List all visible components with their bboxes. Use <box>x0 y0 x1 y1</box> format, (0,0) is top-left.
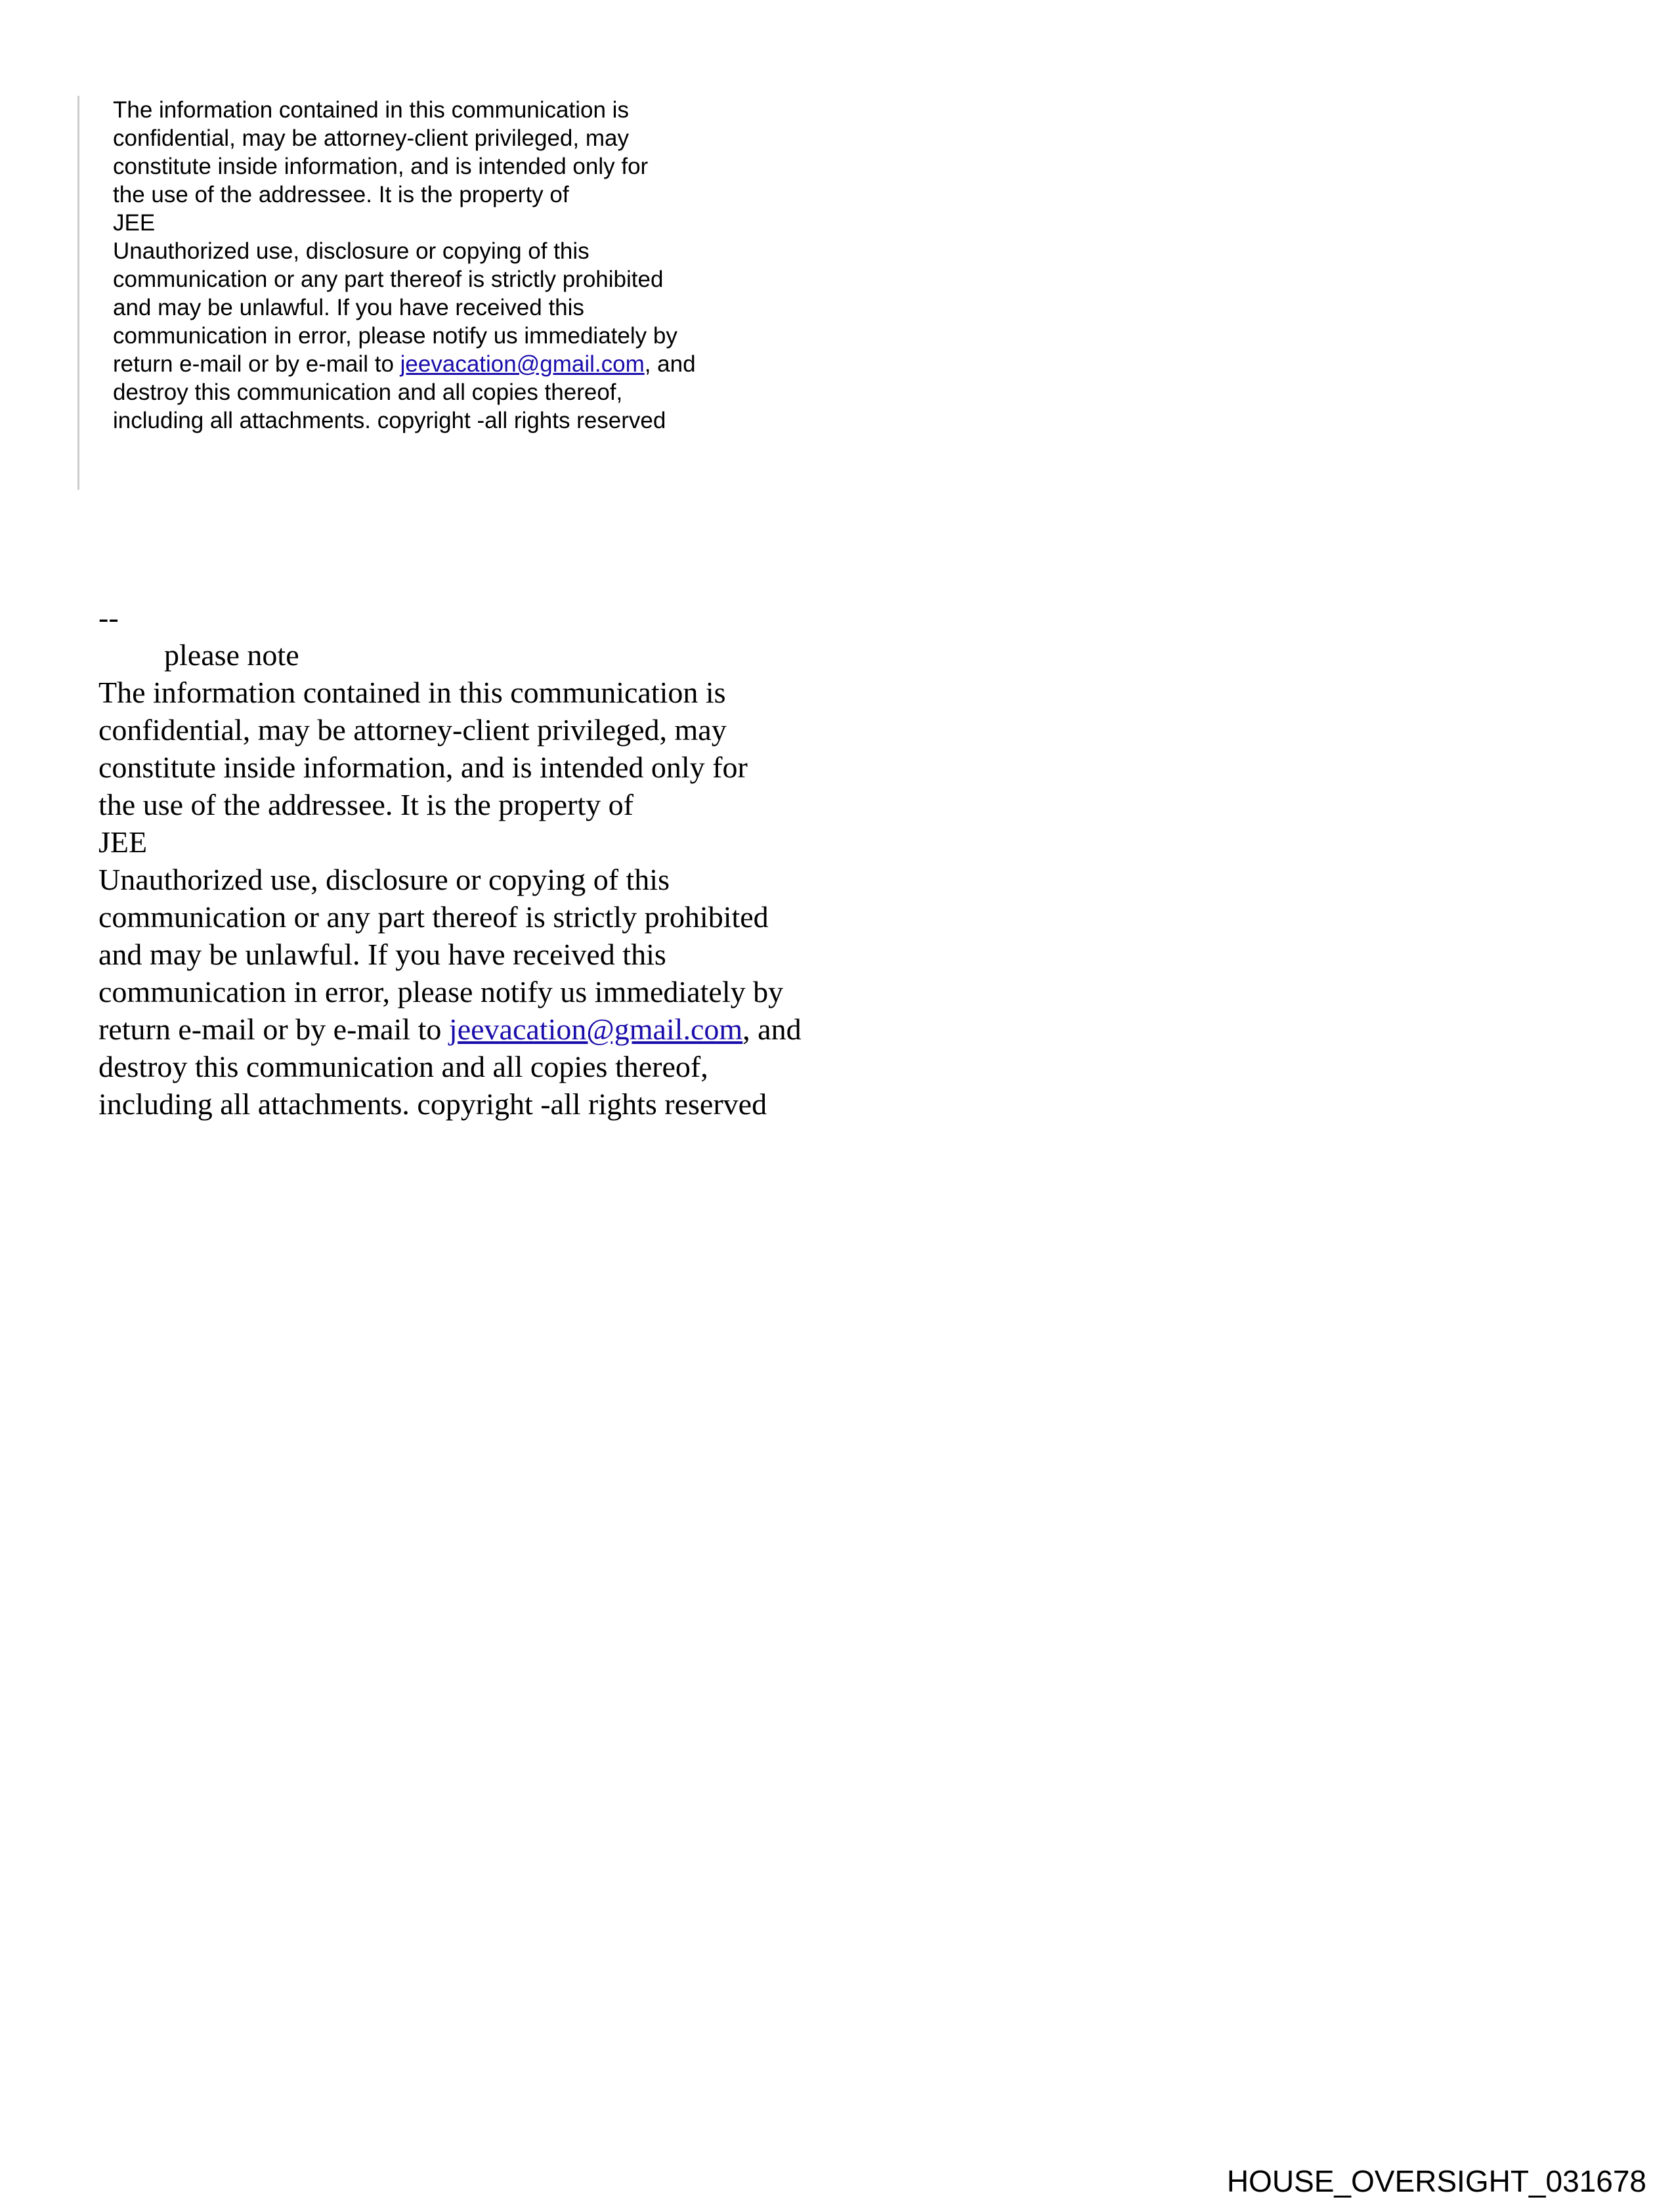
signature-disclaimer-block <box>98 599 802 1123</box>
signature-email-line <box>98 1010 802 1048</box>
signature-line: the use of the addressee. It is the property of <box>98 788 633 821</box>
signature-email-prefix: return e-mail or by e-mail to <box>98 1012 449 1046</box>
signature-line: communication in error, please notify us immediately by <box>98 975 784 1008</box>
quoted-line: confidential, may be attorney-client privileged, may <box>113 125 629 151</box>
signature-line: including all attachments. copyright -all rights reserved <box>98 1087 767 1121</box>
bates-number: HOUSE_OVERSIGHT_031678 <box>1226 2164 1646 2198</box>
signature-line: destroy this communication and all copies thereof, <box>98 1050 708 1083</box>
signature-separator: -- <box>98 601 119 634</box>
quoted-disclaimer-block <box>77 96 933 490</box>
quoted-line: JEE <box>113 210 156 236</box>
signature-line: JEE <box>98 825 148 859</box>
signature-line: and may be unlawful. If you have received this <box>98 938 666 971</box>
quoted-email-prefix: return e-mail or by e-mail to <box>113 351 400 377</box>
quoted-line: the use of the addressee. It is the property of <box>113 182 569 207</box>
signature-email-link[interactable]: jeevacation@gmail.com <box>448 1012 743 1046</box>
quoted-line: including all attachments. copyright -all rights reserved <box>113 408 666 433</box>
quoted-line: Unauthorized use, disclosure or copying of this <box>113 238 590 264</box>
quoted-disclaimer-text <box>113 96 696 435</box>
please-note-text: please note <box>164 638 299 672</box>
signature-line: constitute inside information, and is intended only for <box>98 750 748 784</box>
quoted-email-suffix: , and <box>644 351 696 377</box>
quoted-line: communication or any part thereof is strictly prohibited <box>113 267 664 292</box>
quoted-email-line <box>113 350 696 378</box>
quoted-email-link[interactable]: jeevacation@gmail.com <box>400 351 645 377</box>
signature-line: confidential, may be attorney-client privileged, may <box>98 713 727 747</box>
quoted-line: communication in error, please notify us immediately by <box>113 323 677 349</box>
quoted-line: and may be unlawful. If you have received this <box>113 295 584 320</box>
quoted-line: destroy this communication and all copies thereof, <box>113 380 623 405</box>
signature-line: Unauthorized use, disclosure or copying of this <box>98 863 670 896</box>
quoted-line: constitute inside information, and is intended only for <box>113 154 649 179</box>
signature-line: communication or any part thereof is strictly prohibited <box>98 900 769 934</box>
signature-line: The information contained in this communication is <box>98 676 726 709</box>
signature-email-suffix: , and <box>742 1012 802 1046</box>
quoted-line: The information contained in this communication is <box>113 97 629 123</box>
